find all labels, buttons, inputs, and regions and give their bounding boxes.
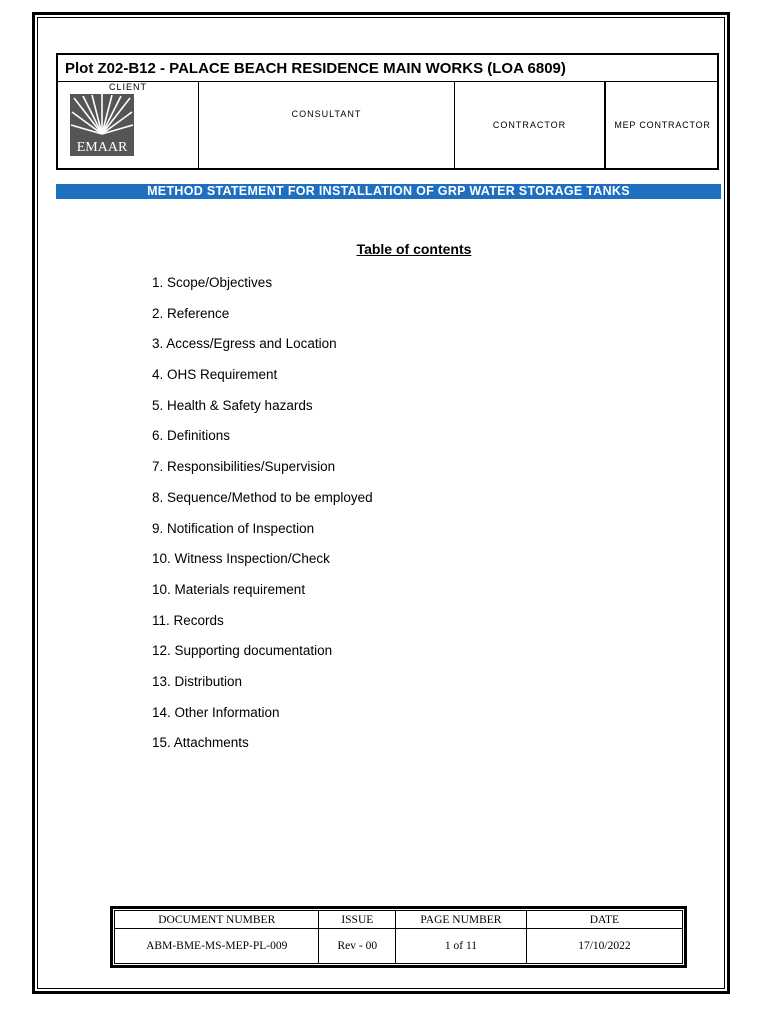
date-value: 17/10/2022 (526, 929, 682, 964)
document-control-grid (114, 910, 683, 964)
toc-item: 12. Supporting documentation (152, 643, 333, 659)
toc-item: 11. Records (152, 612, 224, 628)
toc-item: 10. Materials requirement (152, 581, 306, 597)
issue-header: ISSUE (319, 911, 396, 929)
toc-item: 1. Scope/Objectives (152, 275, 273, 290)
date-header: DATE (526, 911, 682, 929)
emaar-logo (70, 94, 134, 156)
document-number-value: ABM-BME-MS-MEP-PL-009 (115, 929, 319, 964)
consultant-cell (199, 82, 455, 170)
contractor-cell (455, 82, 605, 170)
toc-list (152, 274, 373, 765)
mep-contractor-cell (605, 82, 719, 170)
toc-item: 8. Sequence/Method to be employed (152, 489, 373, 505)
document-control-table (110, 906, 687, 968)
page-number-header: PAGE NUMBER (396, 911, 527, 929)
contractor-label: CONTRACTOR (492, 120, 567, 130)
toc-item: 13. Distribution (152, 673, 243, 689)
client-label: CLIENT (108, 82, 147, 92)
client-cell (58, 82, 199, 170)
toc-item: 14. Other Information (152, 704, 280, 720)
logo-text: EMAAR (76, 140, 128, 155)
toc-item: 6. Definitions (152, 428, 231, 444)
toc-item: 9. Notification of Inspection (152, 520, 315, 536)
project-title: Plot Z02-B12 - PALACE BEACH RESIDENCE MAIN WORKS (LOA 6809) (58, 55, 717, 82)
issue-value: Rev - 00 (319, 929, 396, 964)
table-row (115, 929, 683, 964)
consultant-label: CONSULTANT (291, 109, 362, 119)
toc-item: 7. Responsibilities/Supervision (152, 459, 336, 475)
toc-item: 4. OHS Requirement (152, 367, 278, 383)
toc-heading: Table of contents (356, 241, 472, 257)
document-header (56, 53, 719, 170)
table-header-row (115, 911, 683, 929)
toc-item: 3. Access/Egress and Location (152, 336, 337, 352)
toc-item: 15. Attachments (152, 735, 249, 751)
toc-item: 10. Witness Inspection/Check (152, 551, 330, 567)
document-title-bar: METHOD STATEMENT FOR INSTALLATION OF GRP WATER STORAGE TANKS (56, 184, 721, 199)
toc-item: 2. Reference (152, 305, 230, 321)
toc-item: 5. Health & Safety hazards (152, 397, 313, 413)
mep-contractor-label: MEP CONTRACTOR (614, 120, 711, 130)
page-number-value: 1 of 11 (396, 929, 527, 964)
document-number-header: DOCUMENT NUMBER (115, 911, 319, 929)
